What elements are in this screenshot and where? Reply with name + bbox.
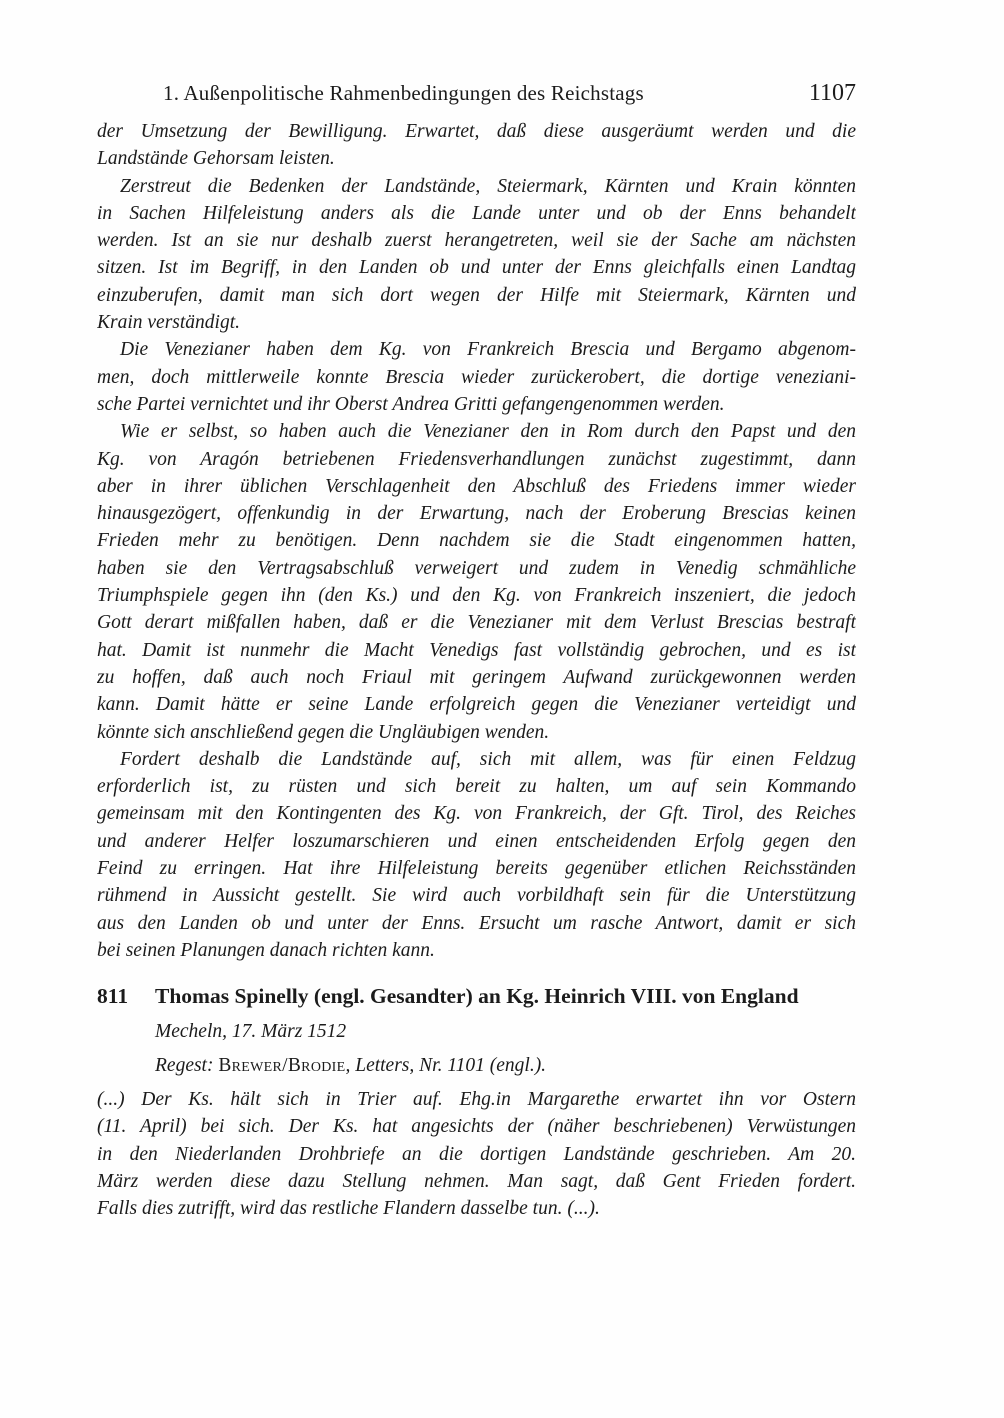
paragraph bbox=[97, 336, 856, 418]
text-line: bei seinen Planungen danach richten kann. bbox=[97, 939, 435, 961]
text-line: zu hoffen, daß auch noch Friaul mit geringem Aufwand zurückgewonnen werden bbox=[97, 666, 856, 688]
text-line: sitzen. Ist im Begriff, in den Landen ob und unter der Enns gleichfalls einen Landtag bbox=[97, 257, 856, 279]
text-line: werden. Ist an sie nur deshalb zuerst herangetreten, weil sie der Sache am nächsten bbox=[97, 230, 856, 252]
text-line: Zerstreut die Bedenken der Landstände, Steiermark, Kärnten und Krain könnten bbox=[120, 175, 856, 197]
text-line: Falls dies zutrifft, wird das restliche Flandern dasselbe tun. (...). bbox=[97, 1198, 600, 1220]
entry-heading bbox=[97, 983, 856, 1009]
paragraph bbox=[97, 746, 856, 964]
text-line: der Umsetzung der Bewilligung. Erwartet, daß diese ausgeräumt werden und die bbox=[97, 121, 856, 142]
text-line: Frieden mehr zu benötigen. Denn nachdem sie die Stadt eingenommen hatten, bbox=[97, 530, 856, 552]
regest-citation: , Letters, Nr. 1101 (engl.). bbox=[345, 1055, 547, 1076]
text-line: sche Partei vernichtet und ihr Oberst Andrea Gritti gefangengenommen werden. bbox=[97, 393, 725, 415]
regest-label: Regest: bbox=[155, 1055, 219, 1076]
text-line: men, doch mittlerweile konnte Brescia wieder zurückerobert, die dortige veneziani- bbox=[97, 366, 856, 388]
text-line: erforderlich ist, zu rüsten und sich bereit zu halten, um auf sein Kommando bbox=[97, 776, 856, 798]
chapter-title: 1. Außenpolitische Rahmenbedingungen des Reichstags bbox=[163, 81, 644, 105]
paragraph bbox=[97, 173, 856, 337]
text-line: Wie er selbst, so haben auch die Venezianer den in Rom durch den Papst und den bbox=[120, 421, 856, 443]
entry-title: Thomas Spinelly (engl. Gesandter) an Kg. Heinrich VIII. von England bbox=[155, 984, 799, 1008]
text-line: Gott derart mißfallen haben, daß er die Venezianer mit dem Verlust Brescias bestraft bbox=[97, 612, 856, 634]
paragraph bbox=[97, 418, 856, 746]
text-line: Landstände Gehorsam leisten. bbox=[97, 148, 335, 170]
text-line: Die Venezianer haben dem Kg. von Frankreich Brescia und Bergamo abgenom- bbox=[120, 339, 856, 361]
text-line: aus den Landen ob und unter der Enns. Ersucht um rasche Antwort, damit er sich bbox=[97, 912, 856, 934]
text-line: (11. April) bei sich. Der Ks. hat angesichts der (näher beschriebenen) Verwüstungen bbox=[97, 1116, 856, 1138]
regest-authors: Brewer/Brodie bbox=[218, 1055, 346, 1076]
text-line: und anderer Helfer loszumarschieren und einen entscheidenden Erfolg gegen den bbox=[97, 830, 856, 852]
text-line: in Sachen Hilfeleistung anders als die Lande unter und ob der Enns behandelt bbox=[97, 202, 856, 224]
text-line: hat. Damit ist nunmehr die Macht Venedigs fast vollständig gebrochen, und es ist bbox=[97, 639, 856, 661]
entry-regest bbox=[155, 1053, 546, 1079]
text-line: haben sie den Vertragsabschluß verweigert und zudem in Venedig schmähliche bbox=[97, 557, 856, 579]
text-line: aber in ihrer üblichen Verschlagenheit den Abschluß des Friedens immer wieder bbox=[97, 475, 856, 497]
body-text bbox=[97, 118, 856, 964]
text-line: März werden diese dazu Stellung nehmen. Man sagt, daß Gent Frieden fordert. bbox=[97, 1170, 856, 1192]
paragraph bbox=[97, 1086, 856, 1222]
text-line: Kg. von Aragón betriebenen Friedensverhandlungen zunächst zugestimmt, dann bbox=[97, 448, 856, 470]
text-line: kann. Damit hätte er seine Lande erfolgreich gegen die Venezianer verteidigt und bbox=[97, 694, 856, 716]
paragraph bbox=[97, 118, 856, 173]
text-line: Krain verständigt. bbox=[97, 312, 241, 334]
text-line: einzuberufen, damit man sich dort wegen der Hilfe mit Steiermark, Kärnten und bbox=[97, 284, 856, 306]
entry-place-date: Mecheln, 17. März 1512 bbox=[155, 1021, 347, 1042]
text-line: in den Niederlanden Drohbriefe an die dortigen Landstände geschrieben. Am 20. bbox=[97, 1143, 856, 1165]
text-line: Fordert deshalb die Landstände auf, sich mit allem, was für einen Feldzug bbox=[120, 748, 856, 770]
text-line: rühmend in Aussicht gestellt. Sie wird auch vorbildhaft sein für die Unterstützung bbox=[97, 885, 856, 907]
entry-number: 811 bbox=[97, 984, 129, 1008]
entry-summary bbox=[97, 1086, 856, 1222]
text-line: könnte sich anschließend gegen die Ungläubigen wenden. bbox=[97, 721, 550, 743]
text-line: hinausgezögert, offenkundig in der Erwartung, nach der Eroberung Brescias keinen bbox=[97, 503, 856, 525]
running-head bbox=[97, 80, 856, 107]
text-line: Feind zu erringen. Hat ihre Hilfeleistung bereits gegenüber etlichen Reichsständen bbox=[97, 858, 856, 880]
page-number: 1107 bbox=[808, 80, 856, 106]
text-line: gemeinsam mit den Kontingenten des Kg. von Frankreich, der Gft. Tirol, des Reiches bbox=[97, 803, 856, 825]
text-line: Triumphspiele gegen ihn (den Ks.) und den Kg. von Frankreich inszeniert, die jedoch bbox=[97, 585, 856, 607]
text-line: (...) Der Ks. hält sich in Trier auf. Ehg.in Margarethe erwartet ihn vor Ostern bbox=[97, 1089, 856, 1110]
